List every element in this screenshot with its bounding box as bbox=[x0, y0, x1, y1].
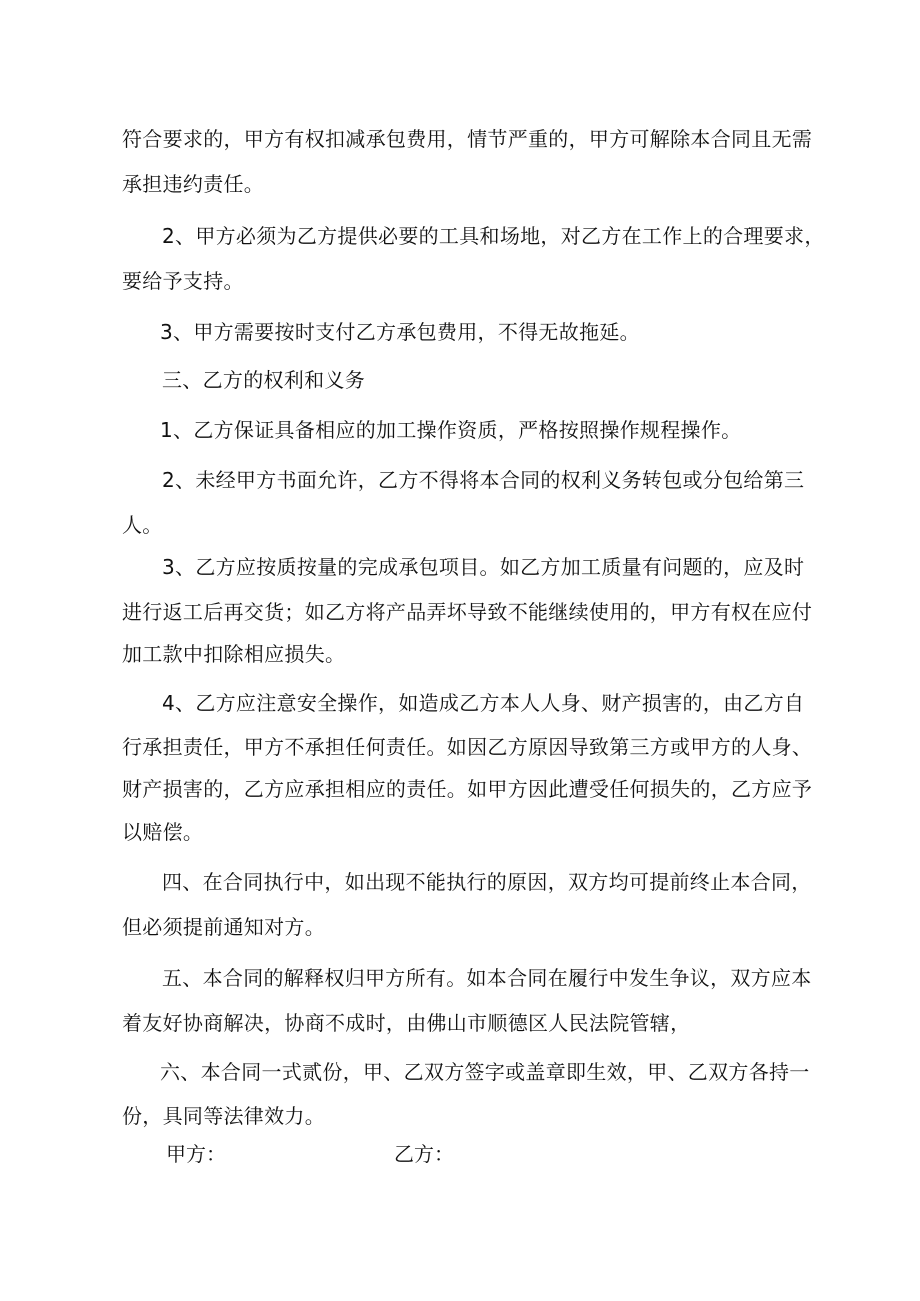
text-line: 六、本合同一式贰份，甲、乙双方签字或盖章即生效，甲、乙双方各持一 bbox=[160, 1060, 810, 1084]
text-line: 五、本合同的解释权归甲方所有。如本合同在履行中发生争议，双方应本 bbox=[162, 966, 812, 990]
text-line: 以赔偿。 bbox=[122, 820, 204, 844]
text-line: 三、乙方的权利和义务 bbox=[162, 368, 365, 392]
text-line: 人。 bbox=[122, 513, 163, 537]
text-line: 3、乙方应按质按量的完成承包项目。如乙方加工质量有问题的，应及时 bbox=[162, 555, 805, 579]
text-line: 3、甲方需要按时支付乙方承包费用，不得无故拖延。 bbox=[160, 320, 640, 344]
text-line: 行承担责任，甲方不承担任何责任。如因乙方原因导致第三方或甲方的人身、 bbox=[122, 735, 813, 759]
text-line: 1、乙方保证具备相应的加工操作资质，严格按照操作规程操作。 bbox=[160, 418, 742, 442]
text-line: 要给予支持。 bbox=[122, 269, 244, 293]
text-line: 财产损害的，乙方应承担相应的责任。如甲方因此遭受任何损失的，乙方应予 bbox=[122, 777, 813, 801]
text-line: 进行返工后再交货；如乙方将产品弄坏导致不能继续使用的，甲方有权在应付 bbox=[122, 600, 813, 624]
text-line: 四、在合同执行中，如出现不能执行的原因，双方均可提前终止本合同， bbox=[162, 870, 812, 894]
text-line: 承担违约责任。 bbox=[122, 172, 265, 196]
text-line: 份，具同等法律效力。 bbox=[122, 1104, 325, 1128]
party-b-signature-label: 乙方： bbox=[394, 1142, 454, 1166]
text-line: 但必须提前通知对方。 bbox=[122, 915, 325, 939]
party-a-signature-label: 甲方： bbox=[166, 1142, 226, 1166]
text-line: 2、甲方必须为乙方提供必要的工具和场地，对乙方在工作上的合理要求， bbox=[162, 224, 825, 248]
text-line: 符合要求的，甲方有权扣减承包费用，情节严重的，甲方可解除本合同且无需 bbox=[122, 127, 813, 151]
text-line: 4、乙方应注意安全操作，如造成乙方本人人身、财产损害的，由乙方自 bbox=[162, 691, 805, 715]
text-line: 加工款中扣除相应损失。 bbox=[122, 642, 346, 666]
text-line: 着友好协商解决，协商不成时，由佛山市顺德区人民法院管辖， bbox=[122, 1011, 691, 1035]
text-line: 2、未经甲方书面允许，乙方不得将本合同的权利义务转包或分包给第三 bbox=[162, 468, 805, 492]
